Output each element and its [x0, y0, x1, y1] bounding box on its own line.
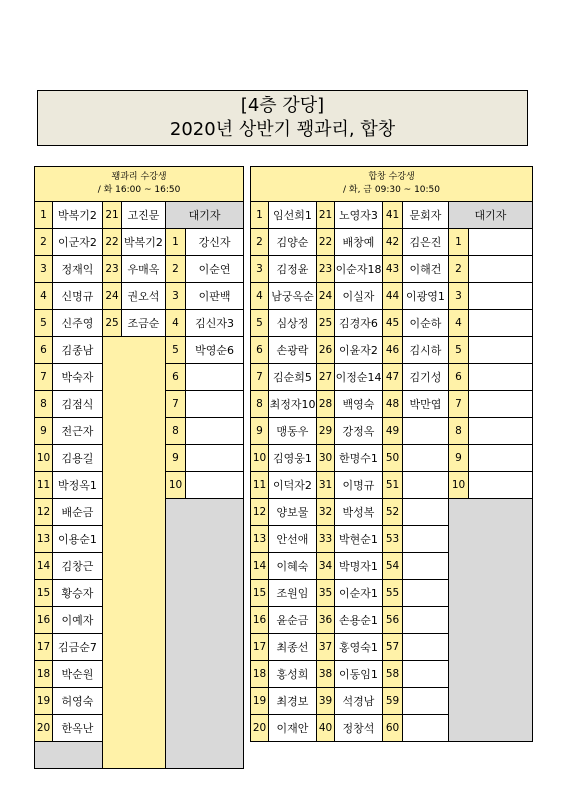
student-number: 25	[317, 310, 335, 337]
table-row	[35, 283, 244, 310]
student-name: 강정옥	[335, 418, 383, 445]
student-number: 58	[383, 661, 403, 688]
student-name: 고진문	[122, 202, 166, 229]
student-name: 김종남	[53, 337, 103, 364]
gong-header	[35, 167, 244, 202]
student-number: 18	[251, 661, 269, 688]
student-name	[403, 715, 449, 742]
student-name: 조원임	[269, 580, 317, 607]
student-name: 김경자6	[335, 310, 383, 337]
student-name: 심상정	[269, 310, 317, 337]
student-number: 50	[383, 445, 403, 472]
student-number: 33	[317, 526, 335, 553]
student-number: 38	[317, 661, 335, 688]
student-name: 이재안	[269, 715, 317, 742]
student-number: 21	[317, 202, 335, 229]
student-name: 정재익	[53, 256, 103, 283]
student-name: 석경남	[335, 688, 383, 715]
student-number: 4	[251, 283, 269, 310]
waiting-name	[186, 418, 244, 445]
student-name: 김점식	[53, 391, 103, 418]
student-number: 6	[251, 337, 269, 364]
table-row	[251, 256, 533, 283]
student-name: 이동임1	[335, 661, 383, 688]
student-name	[403, 634, 449, 661]
student-number: 1	[251, 202, 269, 229]
student-name: 이순자1	[335, 580, 383, 607]
student-name: 손광락	[269, 337, 317, 364]
waiting-number: 1	[449, 229, 469, 256]
student-name: 권오석	[122, 283, 166, 310]
waiting-number: 4	[166, 310, 186, 337]
student-name: 이군자2	[53, 229, 103, 256]
student-name: 신주영	[53, 310, 103, 337]
waiting-name	[469, 229, 533, 256]
gong-roster-table	[34, 166, 244, 769]
student-name: 이혜숙	[269, 553, 317, 580]
student-name: 김시하	[403, 337, 449, 364]
waiting-name: 이판백	[186, 283, 244, 310]
student-number: 14	[35, 553, 53, 580]
waiting-number: 5	[166, 337, 186, 364]
student-number: 45	[383, 310, 403, 337]
student-number: 22	[103, 229, 122, 256]
student-number: 30	[317, 445, 335, 472]
student-name: 박복기2	[53, 202, 103, 229]
student-name: 박숙자	[53, 364, 103, 391]
waiting-name	[469, 256, 533, 283]
student-name: 이실자	[335, 283, 383, 310]
student-name: 최종선	[269, 634, 317, 661]
student-number: 44	[383, 283, 403, 310]
waiting-number: 5	[449, 337, 469, 364]
student-name: 이명규	[335, 472, 383, 499]
student-number: 59	[383, 688, 403, 715]
student-number: 35	[317, 580, 335, 607]
student-name: 문회자	[403, 202, 449, 229]
waiting-number: 9	[449, 445, 469, 472]
student-name: 이해건	[403, 256, 449, 283]
student-name: 김창근	[53, 553, 103, 580]
student-name: 김순희5	[269, 364, 317, 391]
title-line2: 2020년 상반기 꽹과리, 합창	[169, 119, 396, 140]
student-name: 이순자18	[335, 256, 383, 283]
student-name: 노영자3	[335, 202, 383, 229]
student-number: 40	[317, 715, 335, 742]
table-row	[35, 202, 244, 229]
waiting-number: 3	[449, 283, 469, 310]
gong-header-title: 꽹과리 수강생	[111, 172, 167, 182]
gong-header-schedule: / 화 16:00 ~ 16:50	[97, 185, 181, 195]
choir-header-title: 합창 수강생	[368, 172, 415, 182]
waiting-number: 8	[166, 418, 186, 445]
student-number: 52	[383, 499, 403, 526]
student-name: 박만엽	[403, 391, 449, 418]
waiting-number: 6	[166, 364, 186, 391]
student-number: 6	[35, 337, 53, 364]
student-name	[403, 607, 449, 634]
student-name: 조금순	[122, 310, 166, 337]
waiting-number: 1	[166, 229, 186, 256]
student-number: 23	[103, 256, 122, 283]
student-name: 박명자1	[335, 553, 383, 580]
waiting-name	[469, 310, 533, 337]
student-number: 43	[383, 256, 403, 283]
waiting-label: 대기자	[449, 202, 533, 229]
student-name: 박정옥1	[53, 472, 103, 499]
empty-block	[103, 337, 166, 769]
student-number: 5	[251, 310, 269, 337]
student-name: 맹동우	[269, 418, 317, 445]
student-name: 최경보	[269, 688, 317, 715]
waiting-name	[469, 391, 533, 418]
student-number: 12	[35, 499, 53, 526]
student-number: 29	[317, 418, 335, 445]
student-number: 13	[35, 526, 53, 553]
student-number: 7	[251, 364, 269, 391]
student-name	[403, 418, 449, 445]
waiting-number: 9	[166, 445, 186, 472]
student-name: 한명수1	[335, 445, 383, 472]
student-name: 김은진	[403, 229, 449, 256]
student-number: 11	[251, 472, 269, 499]
student-number: 20	[35, 715, 53, 742]
student-number: 9	[35, 418, 53, 445]
waiting-name	[186, 391, 244, 418]
waiting-name: 박영순6	[186, 337, 244, 364]
student-number: 39	[317, 688, 335, 715]
student-number: 1	[35, 202, 53, 229]
student-number: 13	[251, 526, 269, 553]
student-name: 이덕자2	[269, 472, 317, 499]
student-number: 14	[251, 553, 269, 580]
waiting-name	[469, 445, 533, 472]
student-number: 24	[103, 283, 122, 310]
student-name	[403, 499, 449, 526]
table-row	[251, 229, 533, 256]
student-number: 26	[317, 337, 335, 364]
student-name: 이순하	[403, 310, 449, 337]
waiting-number: 10	[449, 472, 469, 499]
student-name: 박순원	[53, 661, 103, 688]
student-number: 54	[383, 553, 403, 580]
student-name: 양보물	[269, 499, 317, 526]
student-name: 김영웅1	[269, 445, 317, 472]
student-name: 남궁옥순	[269, 283, 317, 310]
student-number: 22	[317, 229, 335, 256]
table-row	[35, 229, 244, 256]
student-number: 48	[383, 391, 403, 418]
student-number: 51	[383, 472, 403, 499]
waiting-name	[469, 418, 533, 445]
table-row	[251, 283, 533, 310]
student-name: 박복기2	[122, 229, 166, 256]
choir-roster-table	[250, 166, 533, 742]
student-name: 배창예	[335, 229, 383, 256]
student-number: 23	[317, 256, 335, 283]
waiting-name	[469, 283, 533, 310]
student-name	[403, 688, 449, 715]
table-row	[251, 337, 533, 364]
filler-cell	[166, 499, 244, 769]
student-number: 53	[383, 526, 403, 553]
waiting-number: 4	[449, 310, 469, 337]
waiting-name	[469, 337, 533, 364]
student-name	[403, 661, 449, 688]
student-number: 4	[35, 283, 53, 310]
waiting-number: 10	[166, 472, 186, 499]
waiting-name	[469, 364, 533, 391]
student-number: 7	[35, 364, 53, 391]
student-number: 8	[251, 391, 269, 418]
student-name	[403, 445, 449, 472]
choir-header-schedule: / 화, 금 09:30 ~ 10:50	[343, 185, 440, 195]
table-row	[251, 472, 533, 499]
student-number: 46	[383, 337, 403, 364]
table-row	[251, 391, 533, 418]
student-name	[403, 553, 449, 580]
title-box	[37, 90, 528, 146]
waiting-name	[469, 472, 533, 499]
student-number: 3	[35, 256, 53, 283]
title-line1: [4층 강당]	[240, 95, 325, 116]
student-name: 신명규	[53, 283, 103, 310]
table-row	[35, 337, 244, 364]
waiting-number: 7	[449, 391, 469, 418]
waiting-number: 2	[166, 256, 186, 283]
table-row	[251, 499, 533, 526]
student-number: 32	[317, 499, 335, 526]
table-row	[251, 202, 533, 229]
waiting-number: 7	[166, 391, 186, 418]
student-name: 김정윤	[269, 256, 317, 283]
student-name: 황승자	[53, 580, 103, 607]
student-number: 17	[35, 634, 53, 661]
student-name: 김용길	[53, 445, 103, 472]
table-row	[35, 310, 244, 337]
student-number: 57	[383, 634, 403, 661]
student-name: 박현순1	[335, 526, 383, 553]
student-name: 백영숙	[335, 391, 383, 418]
student-name: 한옥난	[53, 715, 103, 742]
table-row	[251, 445, 533, 472]
student-number: 55	[383, 580, 403, 607]
student-name: 김기성	[403, 364, 449, 391]
waiting-name: 강신자	[186, 229, 244, 256]
student-number: 28	[317, 391, 335, 418]
student-name: 임선희1	[269, 202, 317, 229]
student-name: 김양순	[269, 229, 317, 256]
student-name: 손용순1	[335, 607, 383, 634]
student-number: 42	[383, 229, 403, 256]
student-number: 49	[383, 418, 403, 445]
student-number: 16	[251, 607, 269, 634]
waiting-label: 대기자	[166, 202, 244, 229]
waiting-name	[186, 445, 244, 472]
waiting-name: 김신자3	[186, 310, 244, 337]
student-name: 전근자	[53, 418, 103, 445]
student-number: 60	[383, 715, 403, 742]
student-number: 18	[35, 661, 53, 688]
student-name: 이정순14	[335, 364, 383, 391]
student-number: 9	[251, 418, 269, 445]
student-number: 31	[317, 472, 335, 499]
student-name: 우매옥	[122, 256, 166, 283]
student-number: 5	[35, 310, 53, 337]
student-number: 34	[317, 553, 335, 580]
table-row	[251, 364, 533, 391]
student-number: 15	[35, 580, 53, 607]
student-name: 박성복	[335, 499, 383, 526]
student-number: 20	[251, 715, 269, 742]
student-number: 15	[251, 580, 269, 607]
waiting-number: 3	[166, 283, 186, 310]
student-name: 이용순1	[53, 526, 103, 553]
waiting-number: 8	[449, 418, 469, 445]
student-number: 8	[35, 391, 53, 418]
waiting-number: 2	[449, 256, 469, 283]
student-name: 이광영1	[403, 283, 449, 310]
student-name	[403, 580, 449, 607]
student-number: 2	[251, 229, 269, 256]
choir-header	[251, 167, 533, 202]
waiting-number: 6	[449, 364, 469, 391]
student-name: 배순금	[53, 499, 103, 526]
student-name: 홍영숙1	[335, 634, 383, 661]
student-name	[403, 526, 449, 553]
student-number: 3	[251, 256, 269, 283]
student-name: 이예자	[53, 607, 103, 634]
student-number: 2	[35, 229, 53, 256]
student-number: 10	[35, 445, 53, 472]
student-number: 19	[35, 688, 53, 715]
student-name: 홍성희	[269, 661, 317, 688]
student-name: 정창석	[335, 715, 383, 742]
student-number: 17	[251, 634, 269, 661]
table-row	[35, 256, 244, 283]
student-number: 24	[317, 283, 335, 310]
student-number: 11	[35, 472, 53, 499]
student-number: 16	[35, 607, 53, 634]
table-row	[251, 418, 533, 445]
student-name: 허영숙	[53, 688, 103, 715]
student-name: 김금순7	[53, 634, 103, 661]
student-number: 36	[317, 607, 335, 634]
student-name: 윤순금	[269, 607, 317, 634]
student-name: 이윤자2	[335, 337, 383, 364]
table-row	[251, 310, 533, 337]
waiting-name: 이순연	[186, 256, 244, 283]
waiting-name	[186, 472, 244, 499]
waiting-name	[186, 364, 244, 391]
student-number: 12	[251, 499, 269, 526]
filler-cell	[449, 499, 533, 742]
filler-cell	[35, 742, 103, 769]
student-number: 27	[317, 364, 335, 391]
student-number: 19	[251, 688, 269, 715]
student-number: 41	[383, 202, 403, 229]
student-number: 21	[103, 202, 122, 229]
student-name: 안선애	[269, 526, 317, 553]
student-number: 37	[317, 634, 335, 661]
student-number: 47	[383, 364, 403, 391]
student-number: 56	[383, 607, 403, 634]
student-number: 25	[103, 310, 122, 337]
student-name: 최정자10	[269, 391, 317, 418]
student-number: 10	[251, 445, 269, 472]
student-name	[403, 472, 449, 499]
